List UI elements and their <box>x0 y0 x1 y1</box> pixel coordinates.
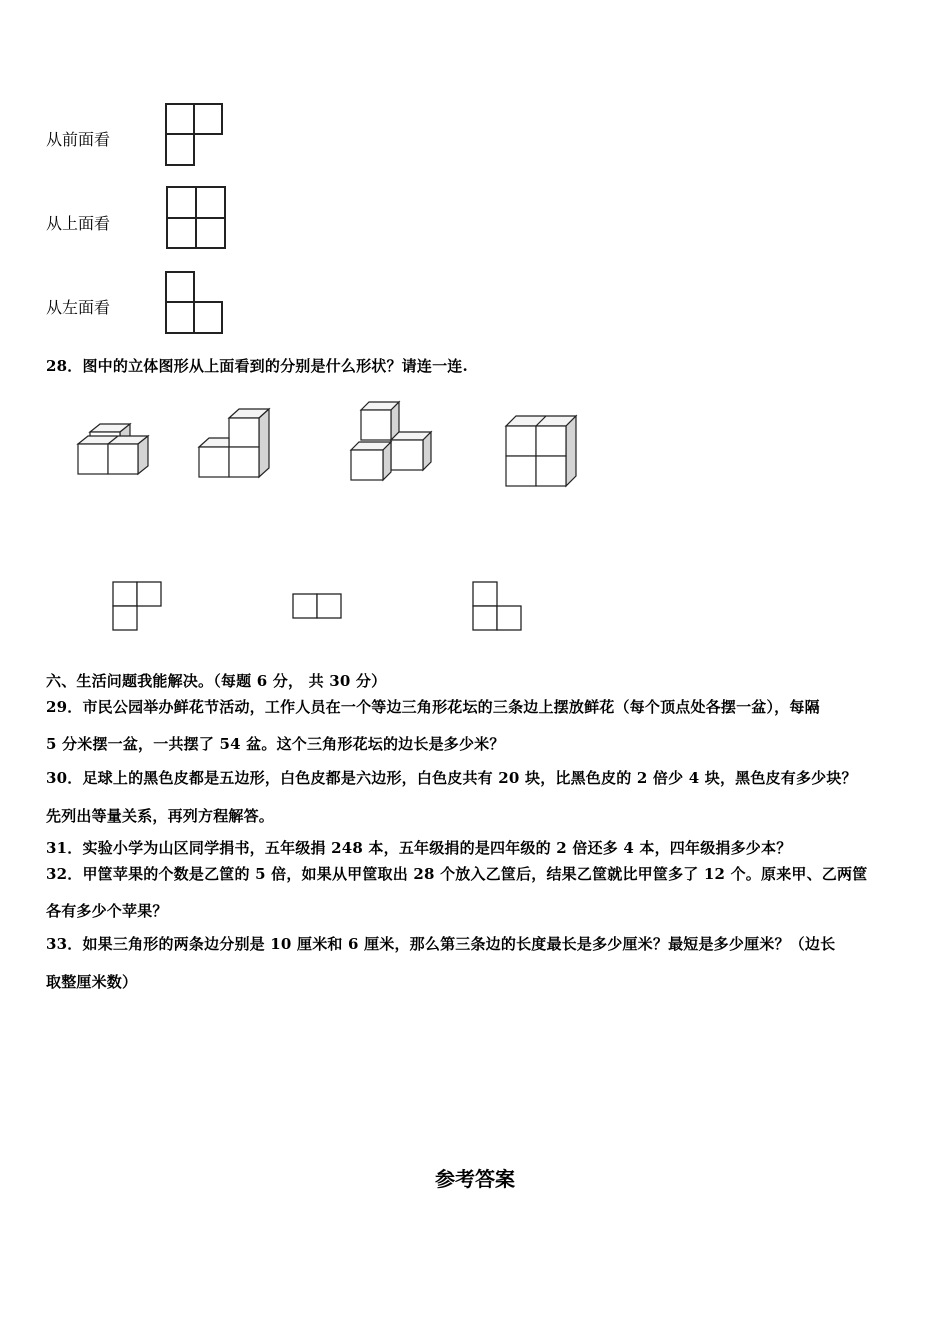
solid-figure-1 <box>76 420 156 480</box>
solid-figure-3 <box>349 400 439 484</box>
top-shape-option-1[interactable] <box>112 581 164 633</box>
front-view-label: 从前面看 <box>46 130 111 149</box>
left-view-label: 从左面看 <box>46 298 111 317</box>
top-shape-option-2[interactable] <box>292 593 344 621</box>
question-31: 31．实验小学为山区同学捐书，五年级捐 248 本，五年级捐的是四年级的 2 倍还多 4 本，四年级捐多少本？ <box>46 839 792 857</box>
top-view-label: 从上面看 <box>46 214 111 233</box>
question-28: 28．图中的立体图形从上面看到的分别是什么形状？请连一连. <box>46 357 468 375</box>
question-33-line1: 33．如果三角形的两条边分别是 10 厘米和 6 厘米，那么第三条边的长度最长是多少厘米？最短是多少厘米？（边长 <box>46 935 836 953</box>
front-view-figure <box>165 103 225 167</box>
solid-figure-4 <box>504 414 584 490</box>
answer-heading: 参考答案 <box>435 1167 515 1191</box>
question-29-line2: 5 分米摆一盆，一共摆了 54 盆。这个三角形花坛的边长是多少米？ <box>46 735 505 753</box>
question-30-line2: 先列出等量关系，再列方程解答。 <box>46 807 275 825</box>
top-view-figure <box>166 186 228 250</box>
question-30-line1: 30．足球上的黑色皮都是五边形，白色皮都是六边形，白色皮共有 20 块，比黑色皮的 2 倍少 4 块，黑色皮有多少块？ <box>46 769 857 787</box>
question-32-line1: 32．甲筐苹果的个数是乙筐的 5 倍，如果从甲筐取出 28 个放入乙筐后，结果乙筐就比甲筐多了 12 个。原来甲、乙两筐 <box>46 865 868 883</box>
left-view-figure <box>165 271 225 335</box>
solid-figure-2 <box>197 406 277 482</box>
question-33-line2: 取整厘米数） <box>46 973 138 991</box>
question-32-line2: 各有多少个苹果？ <box>46 902 168 920</box>
top-shape-option-3[interactable] <box>472 581 524 633</box>
question-29-line1: 29．市民公园举办鲜花节活动，工作人员在一个等边三角形花坛的三条边上摆放鲜花（每个顶点处各摆一盆），每隔 <box>46 698 820 716</box>
section-6-heading: 六、生活问题我能解决。（每题 6 分， 共 30 分） <box>46 672 387 690</box>
